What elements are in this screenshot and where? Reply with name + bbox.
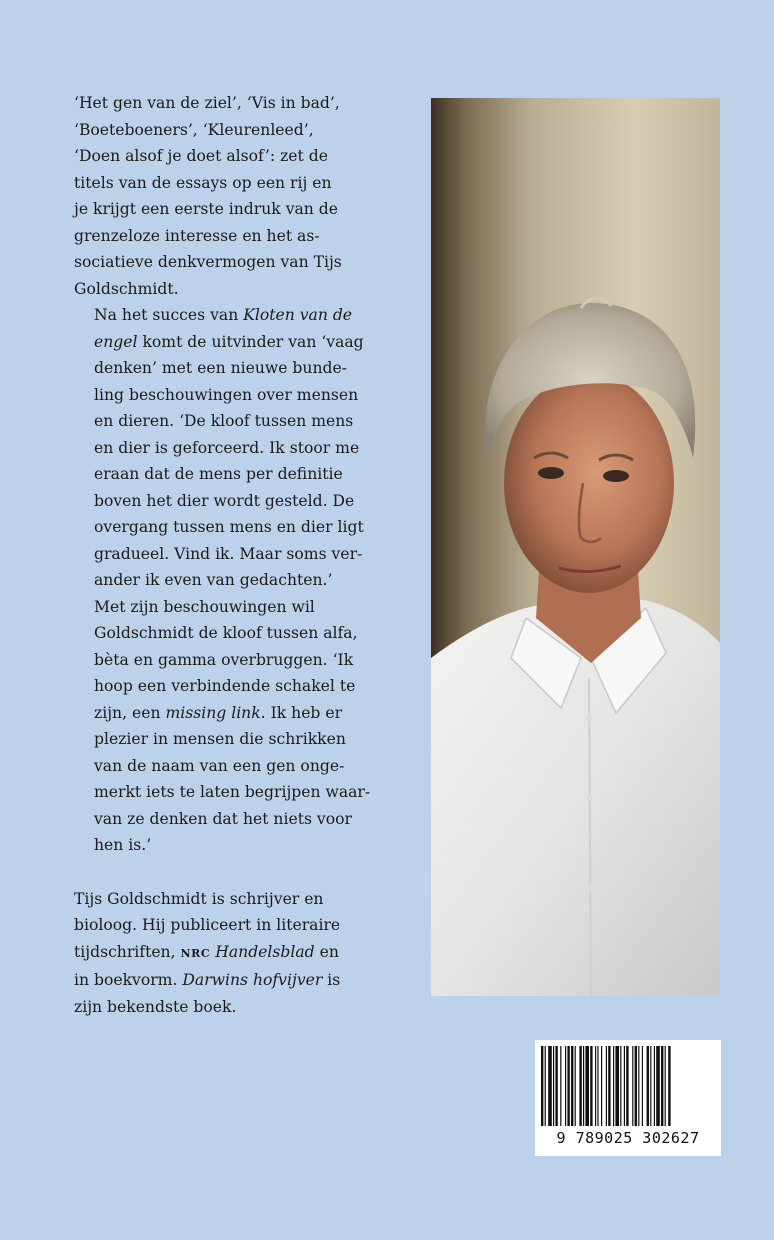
book-title-darwins: Darwins hofvijver [182,971,323,989]
text-line: sociatieve denkvermogen van Tijs [74,253,342,271]
text-run: Na het succes van [94,306,244,324]
author-portrait-illustration [431,98,720,996]
text-line: van de naam van een gen onge- [94,756,345,775]
text-line: Goldschmidt de kloof tussen alfa, [94,624,358,642]
barcode-bar [601,1046,602,1126]
barcode-bar [579,1046,581,1126]
text-run: is [322,971,341,989]
barcode-bars [535,1040,721,1128]
text-line: ander ik even van gedachten.’ [94,571,333,589]
text-line: ‘Doen alsof je doet alsof’: zet de [74,147,328,165]
text-line: zijn bekendste boek. [74,997,237,1016]
text-run: . Ik heb er [260,703,343,722]
barcode-bar [632,1046,633,1126]
text-run: en [314,942,339,961]
barcode-bar [665,1046,666,1126]
barcode-bar [560,1046,561,1126]
isbn-barcode [535,1040,721,1156]
text-line [74,329,400,356]
barcode-bar [650,1046,651,1126]
text-line: ‘Boeteboeners’, ‘Kleurenleed’, [74,120,314,139]
text-run: zijn, een [94,703,166,722]
blurb-paragraph-2 [74,302,400,594]
barcode-bar [548,1046,552,1126]
barcode-bar [597,1046,598,1126]
text-line: plezier in mensen die schrikken [94,730,346,748]
text-line: Met zijn beschouwingen wil [94,597,315,616]
book-title-kloten: Kloten van de [243,306,353,324]
text-run: in boekvorm. [74,971,183,989]
blurb-paragraph-1 [74,90,400,302]
text-line [74,967,400,994]
barcode-bar [575,1046,576,1126]
barcode-bar [545,1046,546,1126]
barcode-bar [635,1046,637,1126]
text-line [74,939,400,968]
text-line: ling beschouwingen over mensen [94,385,359,404]
text-line: grenzeloze interesse en het as- [74,226,320,245]
text-line [74,700,400,727]
book-title-kloten-cont: engel [94,332,138,351]
barcode-bar [541,1046,543,1126]
barcode-bar [613,1046,614,1126]
text-line: en dier is geforceerd. Ik stoor me [94,438,360,457]
text-line: hen is.’ [94,836,152,854]
blurb-paragraph-3 [74,594,400,859]
barcode-bar [567,1046,569,1126]
barcode-bar [624,1046,625,1126]
barcode-bar [606,1046,607,1126]
isbn-number: 9 789025 302627 [556,1129,700,1147]
text-run: tijdschriften, [74,942,181,961]
barcode-bar [608,1046,610,1126]
barcode-bar [647,1046,649,1126]
barcode-bar [553,1046,554,1126]
barcode-bar [642,1046,643,1126]
text-run: komt de uitvinder van ‘vaag [137,332,364,351]
text-line: van ze denken dat het niets voor [94,809,352,828]
text-line: je krijgt een eerste indruk van de [74,200,339,218]
text-line: Tijs Goldschmidt is schrijver en [74,889,324,908]
text-line: bioloog. Hij publiceert in literaire [74,916,341,934]
newspaper-title: Handelsblad [215,942,315,961]
barcode-bar [590,1046,592,1126]
author-photo [431,98,720,996]
barcode-bar [571,1046,573,1126]
barcode-bar [555,1046,557,1126]
barcode-bar [656,1046,660,1126]
barcode-bar [583,1046,584,1126]
barcode-bar [638,1046,639,1126]
barcode-bar [661,1046,663,1126]
text-line: ‘Het gen van de ziel’, ‘Vis in bad’, [74,94,340,112]
missing-link-emphasis: missing link [165,703,261,722]
barcode-bar [565,1046,566,1126]
text-line: boven het dier wordt gesteld. De [94,491,355,510]
text-line: merkt iets te laten begrijpen waar- [94,783,371,801]
barcode-bar [626,1046,628,1126]
text-line [74,302,400,329]
barcode-bar [654,1046,655,1126]
text-line: denken’ met een nieuwe bunde- [94,359,347,377]
barcode-bar [620,1046,621,1126]
barcode-bar [585,1046,589,1126]
back-cover-text [74,90,400,1020]
author-bio [74,886,400,1021]
text-line: hoop een verbindende schakel te [94,677,356,695]
text-line: gradueel. Vind ik. Maar soms ver- [94,544,363,563]
text-line: Goldschmidt. [74,279,179,298]
barcode-bar [595,1046,596,1126]
text-line: bèta en gamma overbruggen. ‘Ik [94,650,354,669]
text-line: eraan dat de mens per definitie [94,465,343,483]
barcode-bar [668,1046,670,1126]
text-line: en dieren. ‘De kloof tussen mens [94,412,354,430]
nrc-small-caps: NRC [180,946,211,960]
text-line: titels van de essays op een rij en [74,173,332,192]
text-line: overgang tussen mens en dier ligt [94,518,364,536]
barcode-bar [615,1046,619,1126]
